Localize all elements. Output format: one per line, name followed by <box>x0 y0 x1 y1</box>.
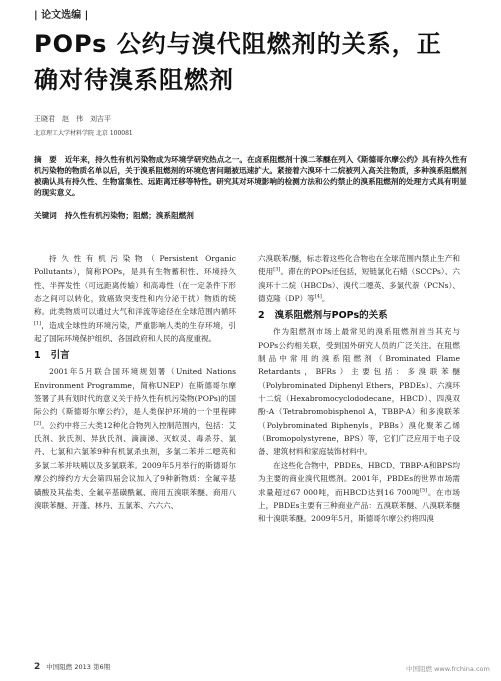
citation-ref: [1] <box>34 320 42 327</box>
keywords-label: 关键词 <box>34 211 57 220</box>
keywords-text: 持久性有机污染物；阻燃；溴系阻燃剂 <box>64 211 194 220</box>
publisher-watermark: 中国阻燃 www.frchina.com <box>406 665 490 673</box>
paragraph-text: ，造成全球性的环境污染，严重影响人类的生存环境，引起了国际环境保护组织、各国政府和人民的高度重视。 <box>34 320 236 344</box>
journal-issue: 中国阻燃 2013 第6期 <box>46 663 111 671</box>
citation-ref: [5] <box>420 486 428 493</box>
paragraph-text: 六溴联苯/醚，标志着这些化合物也在全球范围内禁止生产和使用 <box>258 254 460 277</box>
paragraph-text: 。公约中将三大类12种化合物列入控制范围内，包括：艾氏剂、狄氏剂、异狄氏剂、滴滴涕、灭蚁灵、毒杀芬、氯丹、七氯和六氯苯9种有机氯杀虫剂，多氯二苯并二噁英和多氯二苯并呋喃以及多氯联苯。2009年5月举行的斯德哥尔摩公约缔约方大会第四届会议加入了9种新物质：全氟辛基磺酸及其盐类、全氟辛基磺酰氟、商用五溴联苯醚、商用八溴联苯醚、开蓬、林丹、五氯苯、六六六、 <box>34 420 236 510</box>
article-title-line-1: POPs 公约与溴代阻燃剂的关系，正 <box>34 30 442 58</box>
section-heading-introduction <box>34 348 236 363</box>
abstract-label: 摘 要 <box>34 155 57 164</box>
author-affiliation: 北京理工大学材料学院 北京 100081 <box>34 130 133 137</box>
page-footer <box>34 662 110 672</box>
section-tag: | 论文选编 | <box>34 10 89 21</box>
paragraph-text: 2001年5月联合国环境规划署（United Nations Environment Programme，简称UNEP）在斯德哥尔摩签署了具有划时代的意义关于持久性有机污染物(POPs)的国际公约《斯德哥尔摩公约》，是人类保护环境的一个里程碑 <box>34 367 236 417</box>
paragraph-text: 持久性有机污染物（Persistent Organic Pollutants），简称POPs，是具有生物蓄积性、环境持久性、半挥发性（可远距离传输）和高毒性（在一定条件下形态之间可以转化，致癌致突变性和内分泌干扰）物质的统称。此类物质可以通过大气和洋流等途径在全球范围内循环 <box>34 254 236 317</box>
paragraph-pops-definition <box>34 252 236 345</box>
body-column-left <box>34 252 236 512</box>
abstract-block <box>34 154 474 198</box>
page-number: 2 <box>34 662 41 672</box>
paragraph-text: 在这些化合物中，PBDEs、HBCD、TBBP-A和BPS均为主要的商业溴代阻燃剂。2001年，PBDEs的世界市场需求量超过67 000吨，而HBCD达到16 700吨 <box>258 460 460 497</box>
paragraph-text: 。滞在的POPs还包括，短链氯化石蜡（SCCPs）、六溴环十二烷（HBCDs）、溴代二噁英、多氯代萘（PCNs）、德克隆（DP）等 <box>258 267 461 304</box>
section-title: 溴系阻燃剂与POPs的关系 <box>274 310 388 322</box>
paragraph-text: 。在市场上，PBDEs主要有三种商业产品：五溴联苯醚、八溴联苯醚和十溴联苯醚。2009年5月，斯德哥尔摩公约将四溴 <box>258 487 460 524</box>
section-heading-bfr-pops <box>258 308 460 323</box>
paragraph-bfr-types <box>258 325 460 458</box>
citation-ref: [2] <box>34 420 42 427</box>
section-number: 1 <box>34 350 41 362</box>
article-title-line-2: 确对待溴系阻燃剂 <box>34 66 234 94</box>
paragraph-bfr-market <box>258 459 460 526</box>
author-list: 王晓君 赵 伟 刘吉平 <box>34 115 111 123</box>
section-title: 引言 <box>50 350 70 362</box>
paragraph-text: 。 <box>321 294 330 304</box>
citation-ref: [4] <box>314 293 322 300</box>
section-number: 2 <box>258 310 265 322</box>
keywords-block <box>34 210 474 221</box>
paragraph-stockholm-convention <box>34 365 236 512</box>
paragraph-continued <box>258 252 460 305</box>
abstract-text: 近年来，持久性有机污染物成为环境学研究热点之一。在卤系阻燃剂十溴二苯醚在列入《斯德哥尔摩公约》具有持久性有机污染物的物质名单以后，关于溴系阻燃剂的环境危害问题被迅速扩大。紧接着六溴环十二烷被列入高关注物质，多种溴系阻燃剂被确认具有持久性、生物富集性、远距离迁移等特性。研究其对环境影响的检测方法和公约禁止的溴系阻燃剂的处理方式具有明显的现实意义。 <box>34 155 468 197</box>
citation-ref: [3] <box>273 266 281 273</box>
paragraph-text: 作为阻燃剂市场上最常见的溴系阻燃剂首当其充与POPs公约相关联，受到国外研究人员的广泛关注。在阻燃制品中常用的溴系阻燃剂（Brominated Flame Retardants，BFRs）主要包括：多溴联苯醚（Polybrominated Diphenyl Ethers，PBDEs）、六溴环十二烷（Hexabromocyclododecane，HBCD）、四溴双酚-A（Tetrabromobisphenol A，TBBP-A）和多溴联苯（Polybrominated Biphenyls，PBBs）溴化聚苯乙烯（Bromopolystyrene，BPS）等，它们广泛应用于电子设备、建筑材料和家庭装饰材料中。 <box>258 327 460 457</box>
body-column-right <box>258 252 460 526</box>
